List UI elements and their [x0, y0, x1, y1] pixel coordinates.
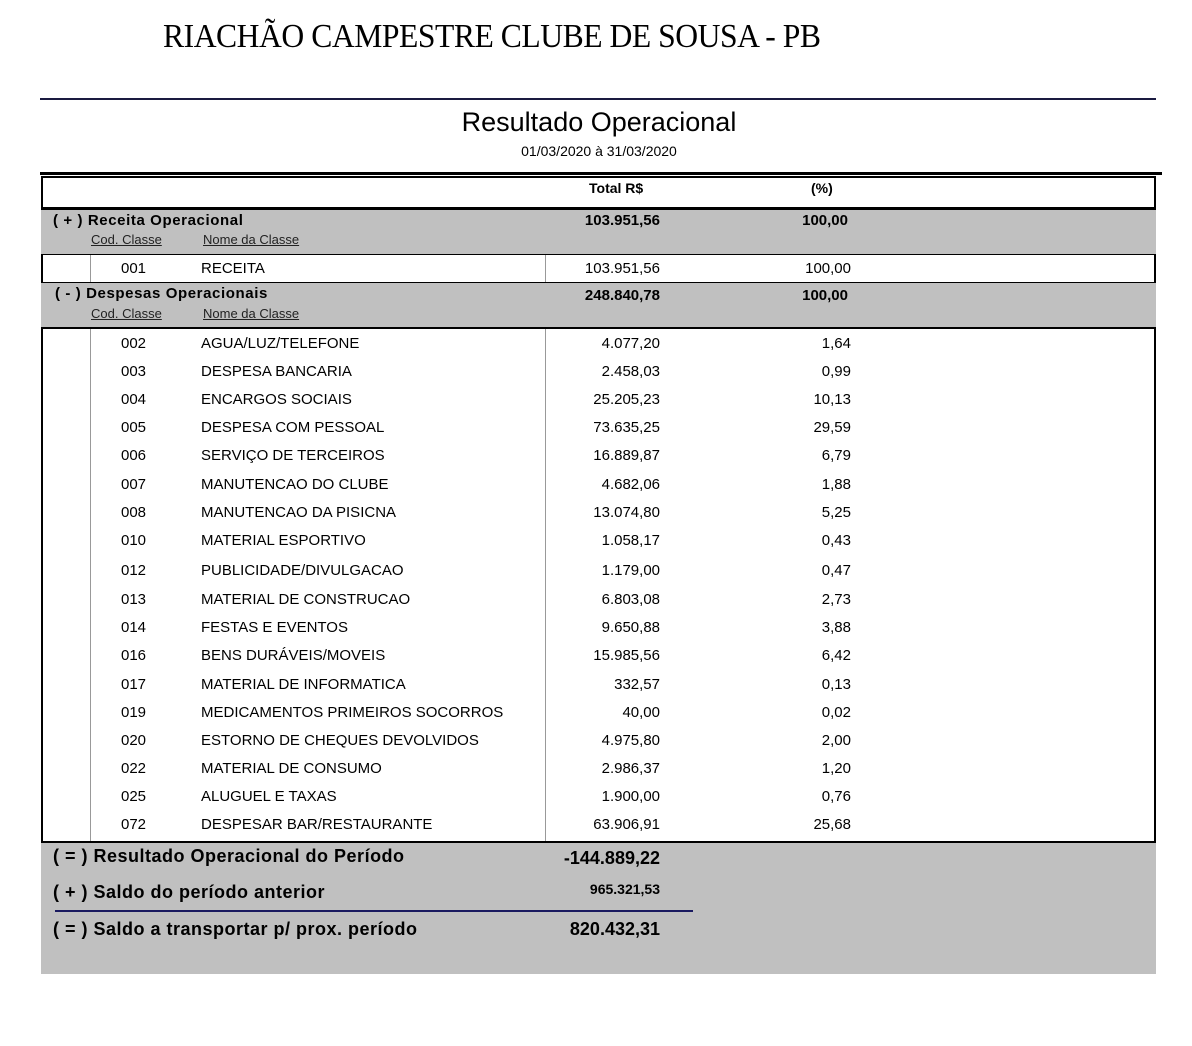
row-percent: 3,88: [821, 619, 851, 636]
row-name: DESPESA BANCARIA: [201, 363, 352, 380]
subheader-nome-classe: Nome da Classe: [203, 306, 300, 321]
row-total: 2.986,37: [601, 760, 660, 777]
table-row: [41, 499, 1156, 527]
row-total: 6.803,08: [601, 591, 660, 608]
row-name: SERVIÇO DE TERCEIROS: [201, 447, 385, 464]
column-header-percent: (%): [811, 180, 833, 196]
row-total: 4.975,80: [601, 732, 660, 749]
table-row: [41, 414, 1156, 442]
row-name: MATERIAL DE INFORMATICA: [201, 676, 406, 693]
row-percent: 6,42: [821, 647, 851, 664]
row-code: 020: [121, 732, 147, 749]
saldo-anterior-value: 965.321,53: [589, 881, 660, 897]
table-row: [41, 557, 1156, 585]
column-divider: [90, 255, 91, 282]
row-code: 006: [121, 447, 147, 464]
saldo-transportar-label: ( = ) Saldo a transportar p/ prox. período: [53, 919, 418, 939]
row-total: 40,00: [622, 704, 660, 721]
table-row: [41, 527, 1156, 555]
row-code: 022: [121, 760, 147, 777]
row-name: AGUA/LUZ/TELEFONE: [201, 335, 360, 352]
resultado-label: ( = ) Resultado Operacional do Período: [53, 846, 405, 866]
row-name: MEDICAMENTOS PRIMEIROS SOCORROS: [201, 704, 504, 721]
row-code: 008: [121, 504, 147, 521]
saldo-transportar-value: 820.432,31: [569, 919, 660, 939]
row-code: 013: [121, 591, 147, 608]
row-percent: 0,76: [821, 788, 851, 805]
row-total: 103.951,56: [584, 260, 660, 277]
row-code: 003: [121, 363, 147, 380]
row-total: 73.635,25: [593, 419, 660, 436]
column-header-total: Total R$: [589, 180, 644, 196]
table-row: [41, 386, 1156, 414]
row-name: FESTAS E EVENTOS: [201, 619, 348, 636]
table-row: [41, 358, 1156, 386]
table-row: [41, 699, 1156, 727]
row-total: 1.900,00: [601, 788, 660, 805]
row-name: MATERIAL DE CONSTRUCAO: [201, 591, 411, 608]
row-percent: 1,20: [821, 760, 851, 777]
row-code: 005: [121, 419, 147, 436]
report-title: Resultado Operacional: [461, 107, 737, 137]
row-code: 014: [121, 619, 147, 636]
summary-rule: [55, 910, 693, 912]
table-row: [41, 671, 1156, 699]
row-name: MANUTENCAO DA PISICNA: [201, 504, 397, 521]
row-code: 010: [121, 532, 147, 549]
row-total: 2.458,03: [601, 363, 660, 380]
table-row: [41, 783, 1156, 811]
row-code: 019: [121, 704, 147, 721]
table-row: [41, 614, 1156, 642]
row-percent: 29,59: [813, 419, 851, 436]
row-name: DESPESAR BAR/RESTAURANTE: [201, 816, 433, 833]
row-name: ESTORNO DE CHEQUES DEVOLVIDOS: [201, 732, 479, 749]
table-row: [41, 727, 1156, 755]
table-row: [41, 330, 1156, 358]
row-total: 9.650,88: [601, 619, 660, 636]
row-total: 63.906,91: [593, 816, 660, 833]
section-despesas-total: 248.840,78: [584, 287, 660, 304]
table-row: [41, 255, 1156, 283]
row-percent: 0,13: [821, 676, 851, 693]
row-name: ENCARGOS SOCIAIS: [201, 391, 352, 408]
row-total: 25.205,23: [593, 391, 660, 408]
section-despesas-percent: 100,00: [802, 287, 848, 304]
row-total: 1.179,00: [601, 562, 660, 579]
row-percent: 0,99: [821, 363, 851, 380]
row-total: 332,57: [614, 676, 660, 693]
header-divider: [40, 98, 1156, 100]
row-total: 1.058,17: [601, 532, 660, 549]
row-percent: 2,00: [821, 732, 851, 749]
row-code: 012: [121, 562, 147, 579]
club-name: RIACHÃO CAMPESTRE CLUBE DE SOUSA - PB: [163, 18, 821, 55]
row-percent: 0,43: [821, 532, 851, 549]
column-divider: [545, 255, 546, 282]
row-code: 016: [121, 647, 147, 664]
subheader-cod-classe: Cod. Classe: [91, 306, 162, 321]
row-code: 017: [121, 676, 147, 693]
section-despesas-header: [41, 282, 1156, 329]
row-percent: 0,47: [821, 562, 851, 579]
row-total: 4.682,06: [601, 476, 660, 493]
row-name: DESPESA COM PESSOAL: [201, 419, 385, 436]
row-name: BENS DURÁVEIS/MOVEIS: [201, 647, 386, 664]
summary-panel: [41, 841, 1156, 974]
row-code: 025: [121, 788, 147, 805]
row-code: 007: [121, 476, 147, 493]
row-percent: 10,13: [813, 391, 851, 408]
table-row: [41, 471, 1156, 499]
row-percent: 6,79: [821, 447, 851, 464]
row-name: PUBLICIDADE/DIVULGACAO: [201, 562, 404, 579]
report-period: 01/03/2020 à 31/03/2020: [521, 143, 677, 159]
row-percent: 2,73: [821, 591, 851, 608]
row-percent: 1,88: [821, 476, 851, 493]
row-total: 13.074,80: [593, 504, 660, 521]
section-despesas-label: ( - ) Despesas Operacionais: [55, 285, 268, 302]
row-percent: 25,68: [813, 816, 851, 833]
saldo-anterior-label: ( + ) Saldo do período anterior: [53, 882, 326, 902]
row-code: 004: [121, 391, 147, 408]
row-name: ALUGUEL E TAXAS: [201, 788, 337, 805]
table-row: [41, 642, 1156, 670]
row-code: 072: [121, 816, 147, 833]
section-receita-percent: 100,00: [802, 212, 848, 229]
table-row: [41, 442, 1156, 470]
row-percent: 0,02: [821, 704, 851, 721]
table-row: [41, 811, 1156, 839]
resultado-value: -144.889,22: [563, 848, 660, 868]
table-top-rule: [40, 172, 1162, 175]
row-name: RECEITA: [201, 260, 265, 277]
row-percent: 1,64: [821, 335, 851, 352]
row-percent: 5,25: [821, 504, 851, 521]
subheader-nome-classe: Nome da Classe: [203, 232, 300, 247]
row-name: MATERIAL ESPORTIVO: [201, 532, 366, 549]
table-row: [41, 755, 1156, 783]
row-total: 15.985,56: [593, 647, 660, 664]
table-row: [41, 586, 1156, 614]
row-code: 002: [121, 335, 147, 352]
subheader-cod-classe: Cod. Classe: [91, 232, 162, 247]
row-total: 4.077,20: [601, 335, 660, 352]
section-receita-total: 103.951,56: [584, 212, 660, 229]
section-receita-header: [41, 210, 1156, 254]
row-name: MATERIAL DE CONSUMO: [201, 760, 382, 777]
row-total: 16.889,87: [593, 447, 660, 464]
section-receita-label: ( + ) Receita Operacional: [53, 212, 244, 229]
row-name: MANUTENCAO DO CLUBE: [201, 476, 389, 493]
row-code: 001: [121, 260, 147, 277]
row-percent: 100,00: [805, 260, 851, 277]
